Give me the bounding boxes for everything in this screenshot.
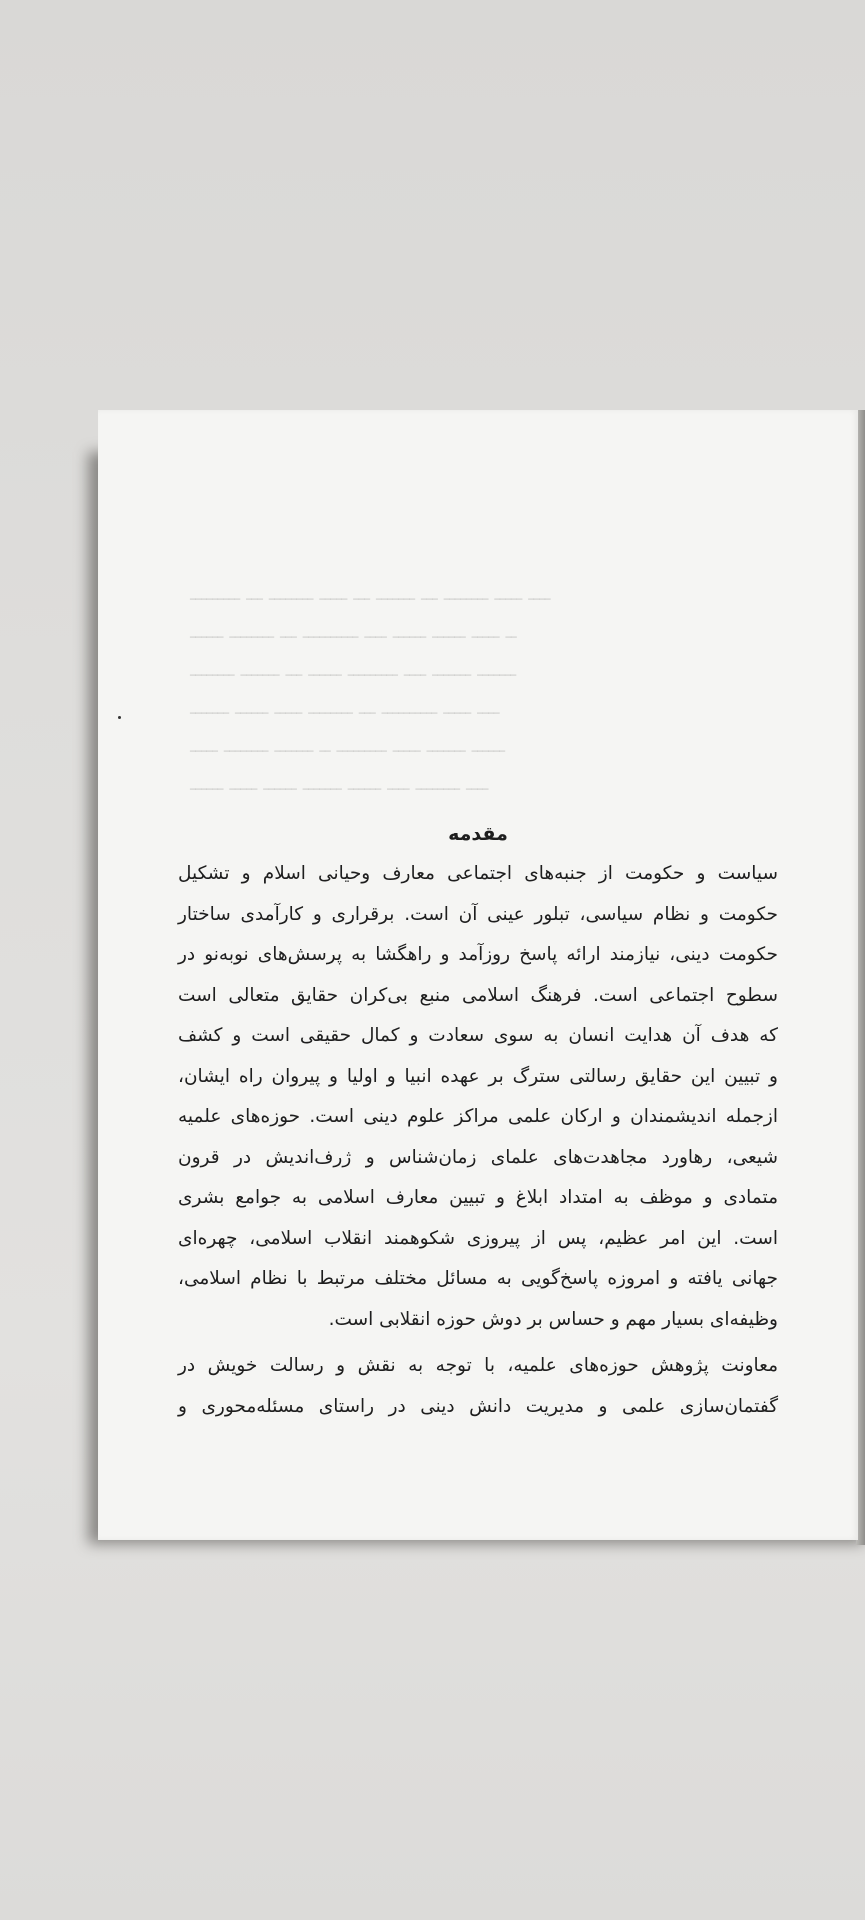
text-line: گفتمان‌سازی علمی و مدیریت دانش دینی در راستای مسئله‌محوری و [178, 1395, 778, 1417]
book-page [98, 410, 858, 1540]
text-line: معاونت پژوهش حوزه‌های علمیه، با توجه به نقش و رسالت خویش در [178, 1355, 778, 1376]
text-line: شیعی، رهاورد مجاهدت‌های علمای زمان‌شناس و ژرف‌اندیش در قرون [178, 1146, 778, 1168]
text-line: حکومت دینی، نیازمند ارائه پاسخ روزآمد و راهگشا به پرسش‌های نوبه‌نو در [178, 944, 778, 965]
text-line: و تبیین این حقایق رسالتی سترگ بر عهده انبیا و اولیا و پیروان راه ایشان، [178, 1065, 778, 1087]
text-line: ازجمله اندیشمندان و ارکان علمی مراکز علوم دینی است. حوزه‌های علمیه [178, 1106, 778, 1127]
text-line: وظیفه‌ای بسیار مهم و حساس بر دوش حوزه انقلابی است. [328, 1308, 778, 1330]
text-line: سیاست و حکومت از جنبه‌های اجتماعی معارف وحیانی اسلام و تشکیل [178, 863, 778, 884]
text-line: که هدف آن هدایت انسان به سوی سعادت و کمال حقیقی است و کشف [178, 1025, 778, 1046]
text-line: جهانی یافته و امروزه پاسخ‌گویی به مسائل مختلف مرتبط با نظام اسلامی، [178, 1268, 778, 1289]
paragraph-1 [178, 854, 778, 1340]
text-line: متمادی و موظف به امتداد ابلاغ و تبیین معارف اسلامی به جوامع بشری [178, 1187, 778, 1208]
text-line: است. این امر عظیم، پس از پیروزی شکوهمند انقلاب اسلامی، چهره‌ای [178, 1227, 778, 1249]
section-heading: مقدمه [448, 823, 508, 845]
page-content [178, 816, 778, 1433]
paragraph-2 [178, 1346, 778, 1427]
bleed-through-text: ـــــــــ ـــ ــــــــ ـــــ ـــ ـــــــ ـــ ــــــــ ـــــ ــــ ــــــ ــــــــ ـــ ــــــــــ ــــ ــــــ ــــــ ـــــ ــ ــــــــ ـــــــ ـــ ــــــ ـــــــــ ــــ ـــــــ ـــــــ ـــــــ ــــــ ـــــ ــــــــ ـــ ــــــــــ ـــــ ــــ ـــــ ــــــــ ـــــــ ــ ـــــــــ ـــــ ـــــــ ــــــ ــــــ ـــــ ــــــ ـــــــ ــــــ ــــ ــــــــ ــــ [190, 583, 551, 795]
text-line: سطوح اجتماعی است. فرهنگ اسلامی منبع بی‌کران حقایق متعالی است [178, 984, 778, 1006]
text-line: حکومت و نظام سیاسی، تبلور عینی آن است. برقراری و کارآمدی ساختار [178, 903, 778, 925]
dust-speck [118, 716, 121, 719]
